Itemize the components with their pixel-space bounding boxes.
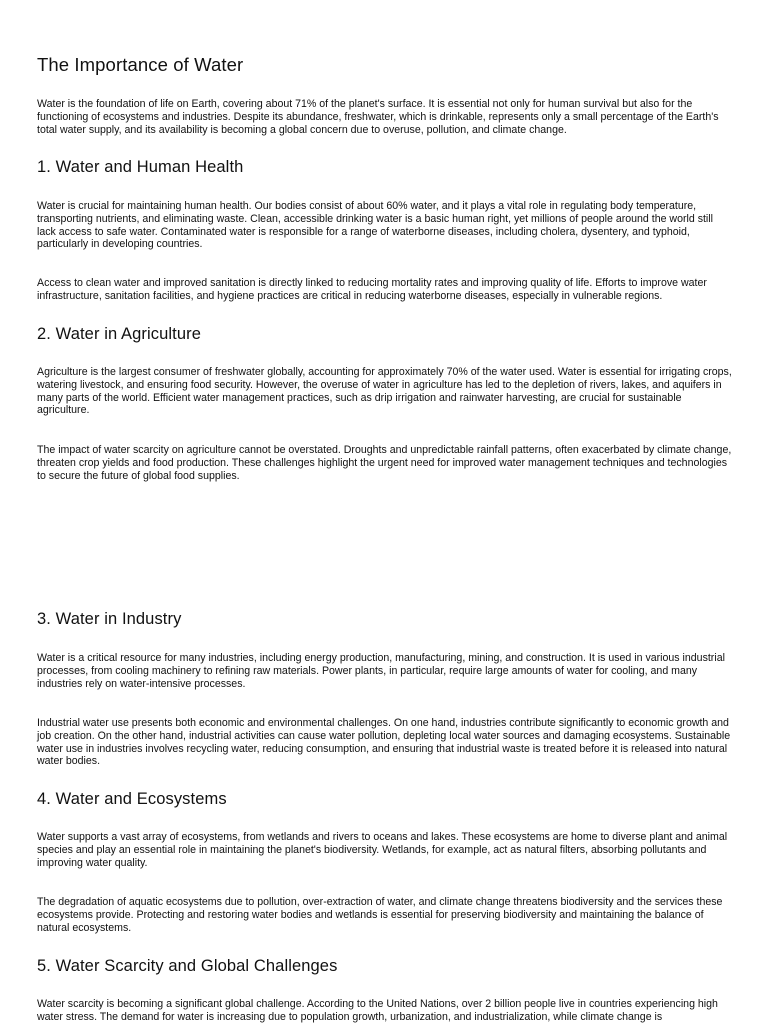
section-paragraph: Water is crucial for maintaining human health. Our bodies consist of about 60% water, and it plays a vital role in regulating body temperature, transporting nutrients, and eliminating waste. Clean, accessible drinking water is a basic human right, yet millions of people around the world still lack access to safe water. Contaminated water is responsible for a range of waterborne diseases, including cholera, dysentery, and typhoid, particularly in developing countries. [37, 200, 713, 251]
section-heading-water-scarcity: 5. Water Scarcity and Global Challenges [37, 957, 338, 975]
section-paragraph: Water is a critical resource for many industries, including energy production, manufacturing, mining, and construction. It is used in various industrial processes, from cooling machinery to refining raw materials. Power plants, in particular, require large amounts of water for cooling, and many industries rely on water-intensive processes. [37, 652, 725, 690]
section-heading-agriculture: 2. Water in Agriculture [37, 325, 202, 343]
section-heading-industry: 3. Water in Industry [37, 610, 182, 628]
section-heading-human-health: 1. Water and Human Health [37, 158, 244, 176]
section-paragraph: Industrial water use presents both economic and environmental challenges. On one hand, industries contribute significantly to economic growth and job creation. On the other hand, industrial activities can cause water pollution, depleting local water sources and damaging ecosystems. Sustainable water use in industries involves recycling water, reducing consumption, and ensuring that industrial waste is treated before it is released into natural water bodies. [37, 717, 731, 768]
page-title: The Importance of Water [37, 54, 244, 75]
section-paragraph: The impact of water scarcity on agriculture cannot be overstated. Droughts and unpredictable rainfall patterns, often exacerbated by climate change, threaten crop yields and food production. These challenges highlight the urgent need for improved water management techniques and technologies to secure the future of global food supplies. [37, 444, 732, 482]
section-paragraph: Access to clean water and improved sanitation is directly linked to reducing mortality rates and improving quality of life. Efforts to improve water infrastructure, sanitation facilities, and hygiene practices are critical in reducing waterborne diseases, especially in vulnerable regions. [37, 277, 707, 302]
section-paragraph: Agriculture is the largest consumer of freshwater globally, accounting for approximately 70% of the water used. Water is essential for irrigating crops, watering livestock, and ensuring food security. However, the overuse of water in agriculture has led to the depletion of rivers, lakes, and aquifers in many parts of the world. Efficient water management practices, such as drip irrigation and rainwater harvesting, are crucial for sustainable agriculture. [37, 366, 732, 417]
section-paragraph: Water supports a vast array of ecosystems, from wetlands and rivers to oceans and lakes. These ecosystems are home to diverse plant and animal species and play an essential role in maintaining the planet's biodiversity. Wetlands, for example, act as natural filters, absorbing pollutants and improving water quality. [37, 831, 728, 869]
section-paragraph: Water scarcity is becoming a significant global challenge. According to the United Nations, over 2 billion people live in countries experiencing high water stress. The demand for water is increasing due to population growth, urbanization, and industrialization, while climate change is [37, 998, 718, 1023]
section-paragraph: The degradation of aquatic ecosystems due to pollution, over-extraction of water, and climate change threatens biodiversity and the services these ecosystems provide. Protecting and restoring water bodies and wetlands is essential for preserving biodiversity and maintaining the balance of natural ecosystems. [37, 896, 723, 934]
intro-paragraph: Water is the foundation of life on Earth, covering about 71% of the planet's surface. It is essential not only for human survival but also for the functioning of ecosystems and industries. Despite its abundance, freshwater, which is drinkable, represents only a small percentage of the Earth's total water supply, and its availability is becoming a global concern due to overuse, pollution, and climate change. [37, 98, 719, 136]
section-heading-ecosystems: 4. Water and Ecosystems [37, 790, 227, 808]
